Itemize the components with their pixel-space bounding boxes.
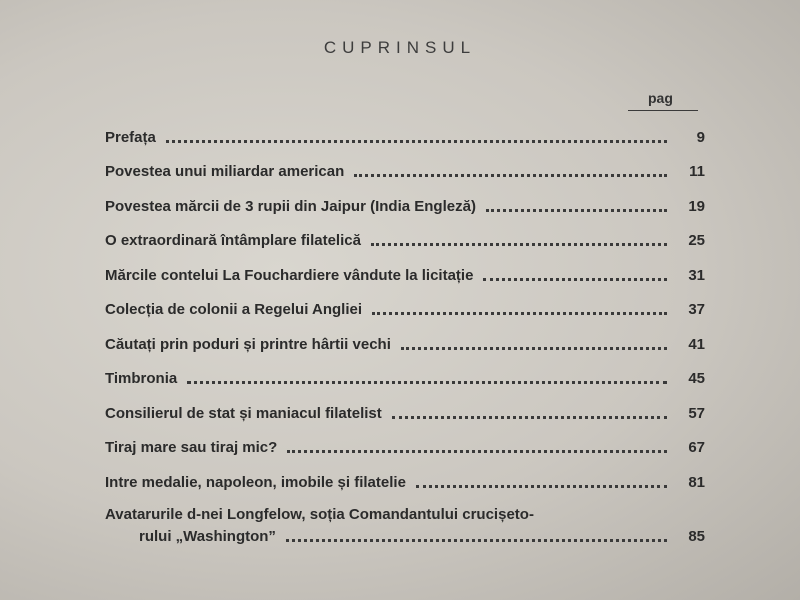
toc-entry-title: Mărcile contelui La Fouchardiere vândute la licitație: [105, 266, 474, 284]
dot-leader: [371, 243, 667, 246]
dot-leader: [416, 485, 667, 488]
dot-leader: [483, 278, 667, 281]
toc-entry-title: Intre medalie, napoleon, imobile și filatelie: [105, 473, 406, 491]
dot-leader: [401, 347, 667, 350]
toc-entry-page: 57: [688, 404, 705, 422]
toc-entry-title: Căutați prin poduri și printre hârtii vechi: [105, 335, 391, 353]
dot-leader: [187, 381, 667, 384]
toc-entry-page: 67: [688, 439, 705, 457]
toc-entry-page: 19: [688, 197, 705, 215]
table-of-contents: [105, 120, 705, 558]
toc-entry: [105, 362, 705, 397]
toc-entry: [105, 155, 705, 190]
toc-entry-title: Tiraj mare sau tiraj mic?: [105, 439, 278, 457]
toc-entry: [105, 327, 705, 362]
toc-entry-title: Prefața: [105, 128, 156, 146]
dot-leader: [166, 140, 667, 143]
toc-entry-page: 11: [689, 163, 705, 181]
toc-entry: [105, 396, 705, 431]
toc-entry-page: 45: [688, 370, 705, 388]
toc-entry-title: Timbronia: [105, 370, 178, 388]
dot-leader: [354, 174, 667, 177]
toc-entry: [105, 224, 705, 259]
toc-entry-page: 81: [688, 473, 705, 491]
toc-entry-title: Povestea unui miliardar american: [105, 163, 345, 181]
toc-entry: [105, 258, 705, 293]
toc-entry-title-line2: rului „Washington”: [139, 527, 276, 545]
toc-entry-title: Consilierul de stat și maniacul filatelist: [105, 404, 382, 422]
page-column-label: pag: [648, 90, 673, 106]
toc-entry-title-line1: Avatarurile d-nei Longfelow, soția Comandantului crucișeto-: [105, 505, 534, 523]
dot-leader: [286, 539, 667, 542]
toc-entry: [105, 500, 705, 558]
dot-leader: [372, 312, 667, 315]
toc-entry-page: 9: [696, 128, 705, 146]
toc-entry-title: Povestea mărcii de 3 rupii din Jaipur (India Engleză): [105, 197, 476, 215]
toc-entry-page: 85: [688, 527, 705, 545]
toc-entry: [105, 465, 705, 500]
dot-leader: [287, 450, 667, 453]
toc-entry-title: Colecția de colonii a Regelui Angliei: [105, 301, 362, 319]
page-column-rule: [628, 110, 698, 111]
toc-entry-title: O extraordinară întâmplare filatelică: [105, 232, 361, 250]
toc-entry: [105, 120, 705, 155]
dot-leader: [486, 209, 667, 212]
toc-entry-page: 31: [688, 266, 705, 284]
toc-entry-page: 25: [688, 232, 705, 250]
toc-entry-continuation: [105, 526, 705, 548]
toc-entry-page: 37: [688, 301, 705, 319]
toc-entry-page: 41: [688, 335, 705, 353]
page-title: CUPRINSUL: [323, 38, 477, 57]
toc-entry: [105, 189, 705, 224]
toc-entry: [105, 431, 705, 466]
dot-leader: [392, 416, 667, 419]
toc-entry: [105, 293, 705, 328]
